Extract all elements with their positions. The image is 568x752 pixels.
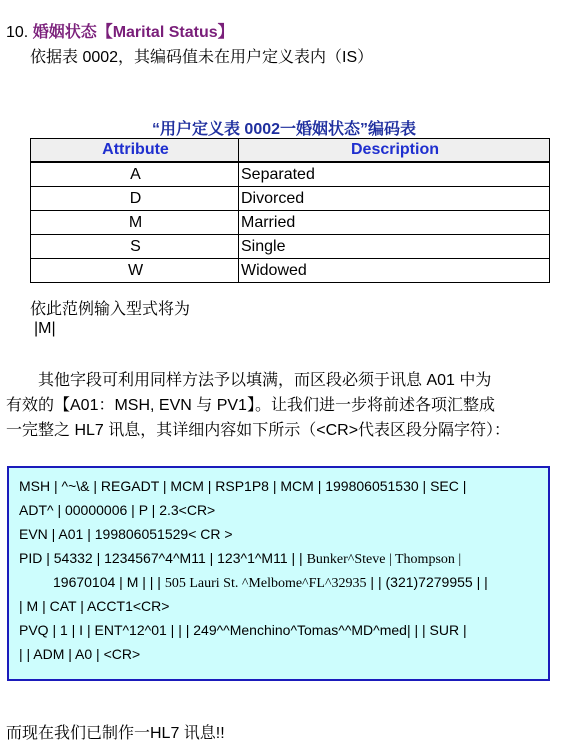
table-row <box>31 162 550 187</box>
message-segment: | | (321)7279955 | | <box>366 574 488 590</box>
cell-description: Separated <box>239 162 550 187</box>
table-title: “用户定义表 0002一婚姻状态”编码表 <box>151 121 417 138</box>
section-heading <box>6 19 234 42</box>
cell-attribute: M <box>31 211 239 235</box>
section-number: 10. <box>6 24 29 41</box>
cell-description: Single <box>239 235 550 259</box>
cell-description: Married <box>239 211 550 235</box>
message-segment: PID | 54332 | 1234567^4^M11 | 123^1^M11 | | <box>19 550 307 566</box>
cell-attribute: W <box>31 259 239 283</box>
table-header-row <box>31 139 550 163</box>
message-line <box>19 550 461 568</box>
cell-description: Widowed <box>239 259 550 283</box>
body-paragraph <box>6 368 554 443</box>
message-line: MSH | ^~\& | REGADT | MCM | RSP1P8 | MCM | 199806051530 | SEC | <box>19 478 467 494</box>
message-line: ADT^ | 00000006 | P | 2.3<CR> <box>19 502 216 518</box>
paragraph-line-1: 其他字段可利用同样方法予以填满，而区段必须于讯息 A01 中为 <box>38 372 492 389</box>
section-title: 婚姻状态【Marital Status】 <box>32 24 234 41</box>
message-line <box>53 574 488 592</box>
table-row <box>31 211 550 235</box>
message-line: PVQ | 1 | I | ENT^12^01 | | | 249^^Menchino^Tomas^^MD^med| | | SUR | <box>19 622 467 638</box>
cell-attribute: A <box>31 162 239 187</box>
table-row <box>31 187 550 211</box>
paragraph-line-3: 一完整之 HL7 讯息，其详细内容如下所示（<CR>代表区段分隔字符）： <box>6 422 511 439</box>
closing-line: 而现在我们已制作一HL7 讯息!! <box>6 725 225 742</box>
cell-attribute: S <box>31 235 239 259</box>
hl7-message-box <box>7 466 550 681</box>
intro-line: 依据表 0002，其编码值未在用户定义表内（IS） <box>30 49 374 66</box>
table-row <box>31 235 550 259</box>
paragraph-line-2: 有效的【A01：MSH, EVN 与 PV1】。让我们进一步将前述各项汇整成 <box>6 397 495 414</box>
cell-attribute: D <box>31 187 239 211</box>
message-segment: 19670104 | M | | | <box>53 574 165 590</box>
column-header-attribute: Attribute <box>31 139 239 163</box>
column-header-description: Description <box>239 139 550 163</box>
example-value: |M| <box>34 320 56 337</box>
message-segment: 505 Lauri St. ^Melbome^FL^32935 <box>164 576 367 591</box>
code-table <box>30 138 550 283</box>
message-line: | | ADM | A0 | <CR> <box>19 646 141 662</box>
table-row <box>31 259 550 283</box>
message-line: | M | CAT | ACCT1<CR> <box>19 598 170 614</box>
message-line: EVN | A01 | 199806051529< CR > <box>19 526 233 542</box>
example-label: 依此范例输入型式将为 <box>30 301 191 318</box>
cell-description: Divorced <box>239 187 550 211</box>
message-segment: Bunker^Steve | Thompson | <box>306 552 462 567</box>
